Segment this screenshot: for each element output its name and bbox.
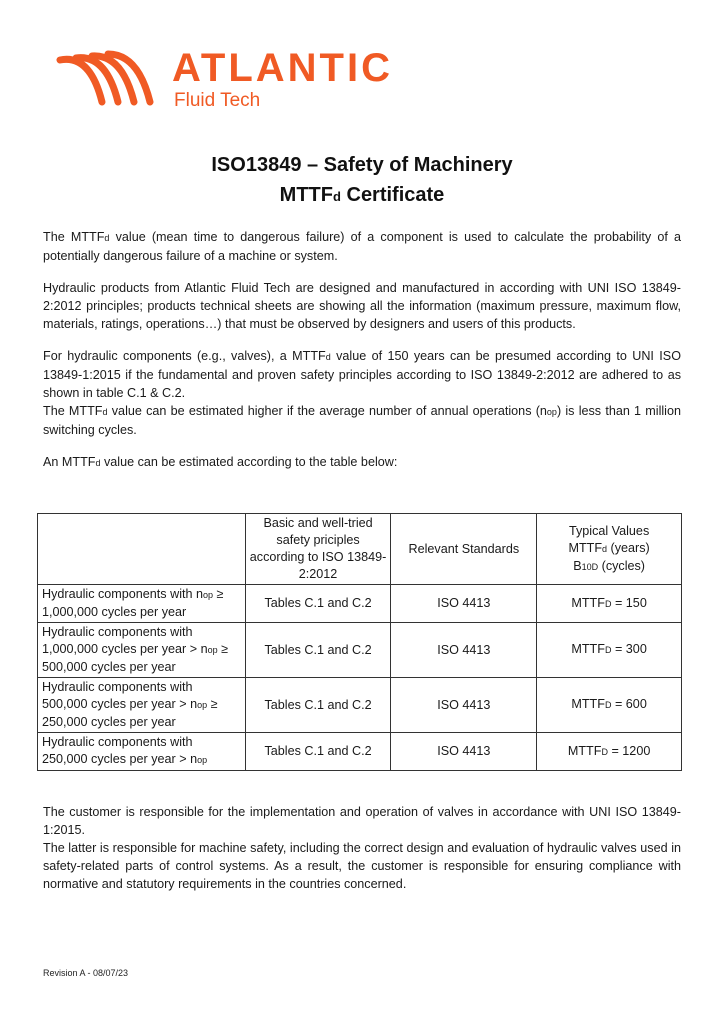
brand-subtitle: Fluid Tech bbox=[174, 90, 261, 111]
paragraph-table-intro: An MTTFd value can be estimated according to the table below: bbox=[43, 455, 398, 469]
row-standard: ISO 4413 bbox=[391, 585, 537, 623]
header-standards: Relevant Standards bbox=[391, 514, 537, 585]
row-principles: Tables C.1 and C.2 bbox=[245, 585, 391, 623]
row-principles: Tables C.1 and C.2 bbox=[245, 733, 391, 771]
document-title bbox=[0, 150, 724, 212]
row-mttf: MTTFD = 150 bbox=[537, 585, 682, 623]
closing-text bbox=[43, 803, 681, 893]
header-empty-cell bbox=[38, 514, 246, 585]
table-row bbox=[38, 733, 682, 771]
row-mttf: MTTFD = 600 bbox=[537, 678, 682, 733]
title-line-1: ISO13849 – Safety of Machinery bbox=[211, 154, 513, 176]
row-principles: Tables C.1 and C.2 bbox=[245, 623, 391, 678]
header-principles: Basic and well-tried safety priciples according to ISO 13849-2:2012 bbox=[245, 514, 391, 585]
row-component: Hydraulic components with 1,000,000 cycles per year > nop ≥ 500,000 cycles per year bbox=[38, 623, 246, 678]
row-component: Hydraulic components with 250,000 cycles per year > nop bbox=[38, 733, 246, 771]
revision-label: Revision A - 08/07/23 bbox=[43, 968, 129, 978]
brand-name: ATLANTIC bbox=[172, 46, 393, 90]
table-row bbox=[38, 585, 682, 623]
mttf-table bbox=[37, 513, 682, 771]
company-logo bbox=[52, 44, 432, 116]
intro-text bbox=[43, 228, 681, 486]
table-header-row bbox=[38, 514, 682, 585]
row-standard: ISO 4413 bbox=[391, 733, 537, 771]
table-row bbox=[38, 678, 682, 733]
row-component: Hydraulic components with nop ≥ 1,000,000 cycles per year bbox=[38, 585, 246, 623]
row-component: Hydraulic components with 500,000 cycles per year > nop ≥ 250,000 cycles per year bbox=[38, 678, 246, 733]
row-principles: Tables C.1 and C.2 bbox=[245, 678, 391, 733]
paragraph-estimate-higher: The MTTFd value can be estimated higher if the average number of annual operations (nop) is less than 1 million switching cycles. bbox=[43, 404, 681, 437]
row-standard: ISO 4413 bbox=[391, 623, 537, 678]
paragraph-customer-responsible: The customer is responsible for the implementation and operation of valves in accordance with UNI ISO 13849-1:2015. bbox=[43, 805, 681, 837]
row-mttf: MTTFD = 1200 bbox=[537, 733, 682, 771]
row-standard: ISO 4413 bbox=[391, 678, 537, 733]
paragraph-machine-safety: The latter is responsible for machine safety, including the correct design and evaluation of hydraulic valves used in safety-related parts of control systems. As a result, the customer is responsible for ensuring compliance with normative and statutory requirements in the countries concerned. bbox=[43, 841, 681, 891]
row-mttf: MTTFD = 300 bbox=[537, 623, 682, 678]
atlantic-wave-logo-icon bbox=[52, 44, 162, 116]
header-typical-values: Typical Values MTTFd (years) B10D (cycles) bbox=[537, 514, 682, 585]
paragraph-hydraulic-components: For hydraulic components (e.g., valves), a MTTFd value of 150 years can be presumed according to UNI ISO 13849-1:2015 if the fundamental and proven safety principles according to ISO 13849-2:2012 are adhered to as shown in table C.1 & C.2. bbox=[43, 349, 681, 400]
paragraph-products: Hydraulic products from Atlantic Fluid Tech are designed and manufactured in according with UNI ISO 13849-2:2012 principles; products technical sheets are showing all the information (maximum pressure, maximum flow, materials, ratings, operations…) that must be observed by designers and users of this products. bbox=[43, 281, 681, 331]
title-line-2: MTTFd Certificate bbox=[279, 184, 445, 206]
table-row bbox=[38, 623, 682, 678]
paragraph-mttf-definition: The MTTFd value (mean time to dangerous failure) of a component is used to calculate the probability of a potentially dangerous failure of a machine or system. bbox=[43, 230, 681, 263]
